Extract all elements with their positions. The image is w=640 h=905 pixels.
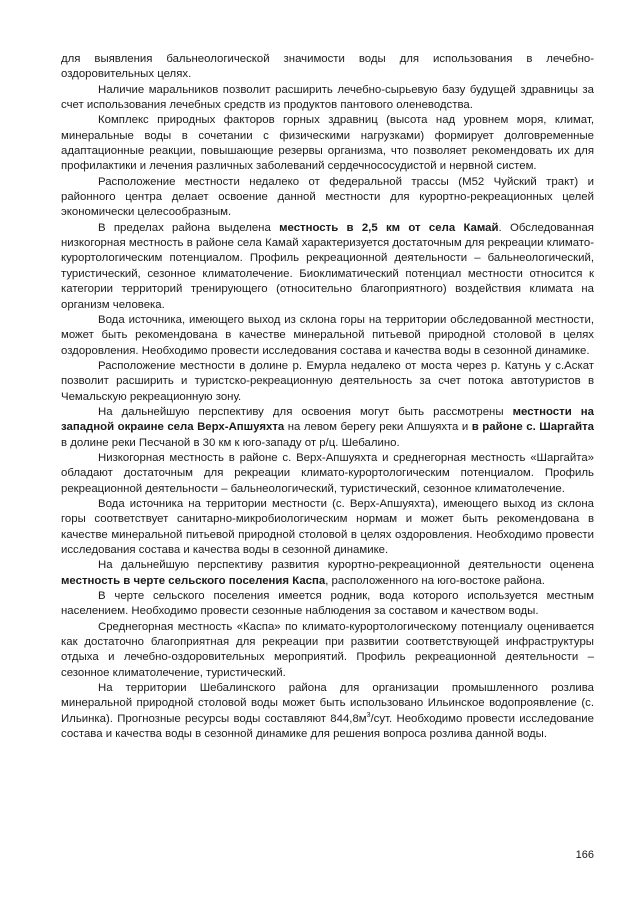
body-paragraph bbox=[61, 175, 594, 221]
bold-run: местности на западной окраине села Верх-Апшуяхта bbox=[61, 405, 594, 434]
body-paragraph bbox=[61, 405, 594, 451]
text-run: В черте сельского поселения имеется родник, вода которого используется местным населением. Необходимо провести сезонные наблюдения за составом и качеством воды. bbox=[61, 590, 594, 618]
body-paragraph bbox=[61, 113, 594, 174]
text-run: На территории Шебалинского района для организации промышленного розлива минеральной природной столовой воды может быть использовано Ильинское водопроявление (с. Ильинка). Прогнозные ресурсы воды составляют 844,8м bbox=[61, 682, 594, 725]
text-run: Среднегорная местность «Каспа» по климато-курортологическому потенциалу оценивается как достаточно благоприятная для рекреации при развитии соответствующей инфраструктуры отдыха и лечебно-оздоровительных мероприятий. Профиль рекреационной деятельности – сезонное климатолечение, туристический. bbox=[61, 620, 594, 679]
body-paragraph bbox=[61, 52, 594, 83]
body-paragraph bbox=[61, 221, 594, 313]
text-run: На дальнейшую перспективу для освоения могут быть рассмотрены bbox=[98, 405, 513, 418]
superscript-run: 3 bbox=[366, 711, 371, 719]
body-paragraph bbox=[61, 497, 594, 558]
body-paragraph bbox=[61, 589, 594, 620]
bold-run: в районе с. Шаргайта bbox=[471, 421, 594, 434]
text-run: в долине реки Песчаной в 30 км к юго-западу от р/ц. Шебалино. bbox=[61, 436, 400, 449]
text-run: на левом берегу реки Апшуяхта и bbox=[284, 421, 472, 434]
body-paragraph bbox=[61, 681, 594, 742]
text-run: Наличие маральников позволит расширить лечебно-сырьевую базу будущей здравницы за счет использования лечебных средств из продуктов пантового оленеводства. bbox=[61, 83, 594, 112]
bold-run: местность в черте сельского поселения Каспа bbox=[61, 574, 326, 587]
body-paragraph bbox=[61, 451, 594, 497]
text-run: Вода источника, имеющего выход из склона горы на территории обследованной местности, может быть рекомендована в качестве минеральной питьевой природной столовой в целях оздоровления. Необходимо провести исследования состава и качества воды в сезонной динамике. bbox=[61, 313, 594, 357]
text-run: На дальнейшую перспективу развития курортно-рекреационной деятельности оценена bbox=[98, 559, 594, 572]
document-page bbox=[61, 52, 594, 742]
text-run: В пределах района выделена bbox=[98, 221, 280, 234]
body-paragraph bbox=[61, 558, 594, 589]
text-run: Расположение местности в долине р. Емурла недалеко от моста через р. Катунь у с.Аскат позволит расширить и туристско-рекреационную деятельность за счет потока автотуристов в Чемальскую рекреационную зону. bbox=[61, 359, 594, 403]
page-number: 166 bbox=[575, 849, 594, 861]
text-run: Комплекс природных факторов горных здравниц (высота над уровнем моря, климат, минеральные воды в сочетании с физическими нагрузками) формирует долговременные адаптационные реакции, повышающие резервы организма, что позволяет рекомендовать их для профилактики и лечения различных заболеваний сердечнососудистой и нервной систем. bbox=[61, 114, 594, 173]
text-run: Вода источника на территории местности (с. Верх-Апшуяхта), имеющего выход из склона горы соответствует санитарно-микробиологическим нормам и может быть рекомендована в качестве минеральной питьевой природной столовой в целях оздоровления. Необходимо провести исследования состава и качества воды в сезонной динамике. bbox=[61, 497, 594, 556]
text-run: , расположенного на юго-востоке района. bbox=[325, 574, 545, 587]
bold-run: местность в 2,5 км от села Камай bbox=[279, 221, 499, 234]
text-run: /сут. Необходимо провести исследование состава и качества воды в сезонной динамике для решения вопроса розлива данной воды. bbox=[61, 712, 594, 741]
body-paragraph bbox=[61, 313, 594, 359]
body-paragraph bbox=[61, 83, 594, 114]
body-paragraph bbox=[61, 620, 594, 681]
text-run: Низкогорная местность в районе с. Верх-Апшуяхта и среднегорная местность «Шаргайта» обладают достаточным для рекреации климато-курортологическим потенциалом. Профиль рекреационной деятельности – бальнеологический, туристический, сезонное климатолечение. bbox=[61, 451, 594, 495]
text-run: . Обследованная низкогорная местность в районе села Камай характеризуется достаточным для рекреации климато-курортологическим потенциалом. Профиль рекреационной деятельности – бальнеологический, туристический, сезонное климатолечение. Биоклиматический потенциал местности относится к категории территорий тренирующего (относительно благоприятного) воздействия климата на организм человека. bbox=[61, 221, 594, 311]
text-run: Расположение местности недалеко от федеральной трассы (М52 Чуйский тракт) и районного центра делает освоение данной местности для курортно-рекреационных целей экономически целесообразным. bbox=[61, 175, 594, 219]
text-run: для выявления бальнеологической значимости воды для использования в лечебно-оздоровительных целях. bbox=[61, 53, 594, 81]
body-paragraph bbox=[61, 359, 594, 405]
